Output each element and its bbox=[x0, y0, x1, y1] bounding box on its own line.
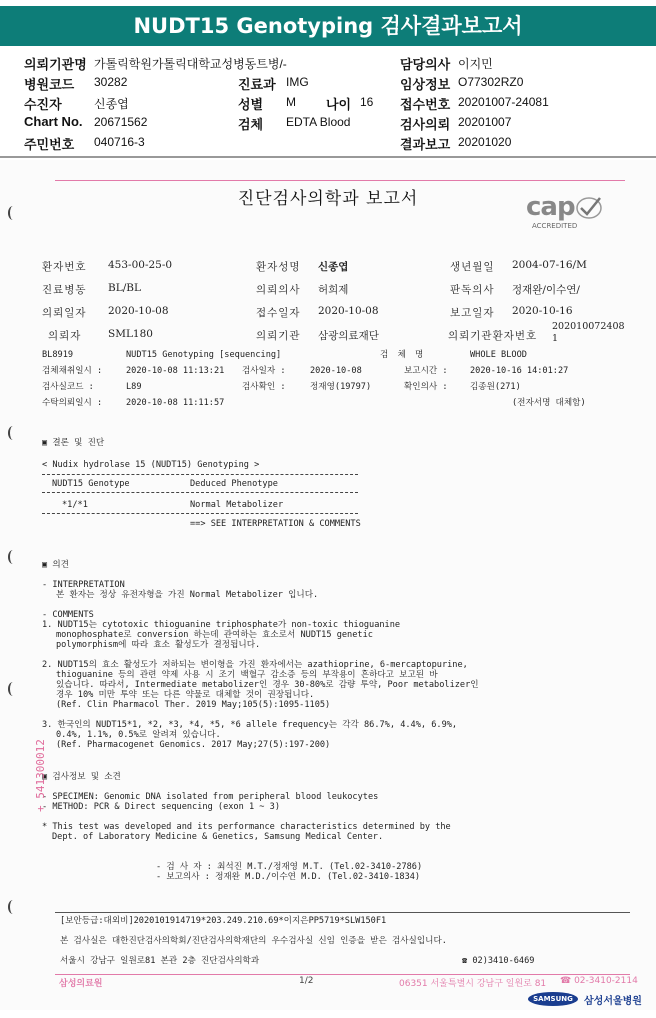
comment-2-line-4: 경우 10% 미만 투약 또는 다른 약물로 대체할 것이 권장됩니다. bbox=[56, 690, 315, 700]
dept-label: 진료과 bbox=[238, 77, 276, 92]
dob-label: 생년월일 bbox=[450, 261, 495, 273]
comment-2-line-3: 있습니다. 따라서, Intermediate metabolizer인 경우 30-80%로 감량 투약, Poor metabolizer인 bbox=[56, 680, 479, 690]
recv-date-value: 2020-10-08 bbox=[318, 305, 379, 317]
punch-hole bbox=[8, 682, 18, 696]
test-code: BL8919 bbox=[42, 350, 74, 360]
hospital-short-name: 삼성의료원 bbox=[59, 979, 103, 989]
comment-3-line-2: 0.4%, 1.1%, 0.5%로 알려져 있습니다. bbox=[56, 730, 221, 740]
verify-value: 정재영(19797) bbox=[310, 382, 372, 392]
report-title: NUDT15 Genotyping 검사결과보고서 bbox=[133, 14, 523, 38]
signature-note: (전자서명 대체함) bbox=[512, 398, 586, 408]
report-time-value: 2020-10-16 14:01:27 bbox=[470, 366, 569, 376]
samsung-brand: SAMSUNG bbox=[528, 992, 578, 1006]
comment-1-line-3: polymorphism에 따라 효소 활성도가 결정됩니다. bbox=[56, 640, 261, 650]
comment-1-line-2: monophosphate로 conversion 하는데 관여하는 효소로서 NUDT15 genetic bbox=[56, 630, 373, 640]
hospital-address: 06351 서울특별시 강남구 일원로 81 bbox=[399, 979, 547, 989]
specimen-name-label: 검 체 명 bbox=[380, 350, 426, 360]
comment-2-line-5: (Ref. Clin Pharmacol Ther. 2019 May;105(5):1095-1105) bbox=[56, 700, 331, 710]
rep-date-value: 2020-10-16 bbox=[512, 305, 573, 317]
interp-heading: - INTERPRETATION bbox=[42, 580, 125, 590]
confirm-label: 확인의사 : bbox=[404, 382, 448, 392]
checkmark-icon bbox=[576, 196, 602, 220]
patient-name-value: 신종엽 bbox=[318, 261, 349, 273]
reporter-line: - 보고의사 : 정재완 M.D./이수연 M.D. (Tel.02-3410-1834) bbox=[156, 872, 421, 882]
req-inst-pid-value: 202010072408 bbox=[552, 321, 625, 332]
reader-value: 정재완/이수연/ bbox=[512, 284, 580, 296]
collect-label: 검체채취일시 : bbox=[42, 366, 103, 376]
patient-id-value: 453-00-25-0 bbox=[108, 259, 173, 271]
request-value: 20201007 bbox=[458, 115, 512, 129]
result-heading: ▣ 결론 및 진단 bbox=[42, 438, 105, 448]
header-divider bbox=[0, 156, 656, 158]
req-inst-label: 의뢰기관 bbox=[256, 330, 301, 342]
lab-code-value: L89 bbox=[126, 382, 142, 392]
phenotype-col-header: Deduced Phenotype bbox=[190, 479, 278, 489]
recv-date-label: 접수일자 bbox=[256, 307, 301, 319]
method-line: - METHOD: PCR & Direct sequencing (exon 1 ~ 3) bbox=[42, 802, 280, 812]
phenotype-value: Normal Metabolizer bbox=[190, 500, 284, 510]
specimen-line: - SPECIMEN: Genomic DNA isolated from peripheral blood leukocytes bbox=[42, 792, 379, 802]
cert-line: 본 검사실은 대한진단검사의학회/진단검사의학재단의 우수검사실 신임 인증을 받은 검사실입니다. bbox=[60, 936, 447, 946]
disclaimer-line-2: Dept. of Laboratory Medicine & Genetics, Samsung Medical Center. bbox=[52, 832, 384, 842]
clinical-label: 임상정보 bbox=[400, 77, 451, 92]
opinion-heading: ▣ 의견 bbox=[42, 560, 69, 570]
req-inst-value: 삼광의료재단 bbox=[318, 330, 379, 342]
cap-logo-subtext: ACCREDITED bbox=[532, 222, 578, 230]
ward-code-value: 30282 bbox=[94, 75, 128, 89]
report-time-label: 보고시간 : bbox=[404, 366, 448, 376]
punch-hole bbox=[8, 900, 18, 914]
comments-heading: - COMMENTS bbox=[42, 610, 94, 620]
verify-label: 검사확인 : bbox=[242, 382, 286, 392]
receipt-value: 20201007-24081 bbox=[458, 95, 549, 109]
disclaimer-line-1: * This test was developed and its performance characteristics determined by the bbox=[42, 822, 451, 832]
ward-code-label: 병원코드 bbox=[24, 77, 75, 92]
request-label: 검사의뢰 bbox=[400, 117, 451, 132]
dob-value: 2004-07-16/M bbox=[512, 259, 587, 271]
dept-value: IMG bbox=[286, 75, 309, 89]
chart-value: 20671562 bbox=[94, 115, 148, 129]
security-line: [보안등급:대외비]2020101914719*203.249.210.69*이지은PP5719*SLW150F1 bbox=[60, 916, 387, 926]
page-number: 1/2 bbox=[299, 976, 314, 986]
institution-label: 의뢰기관명 bbox=[24, 57, 87, 72]
rep-date-label: 보고일자 bbox=[450, 307, 495, 319]
lab-phone: ☎ 02)3410-6469 bbox=[462, 956, 535, 966]
specimen-label: 검체 bbox=[238, 117, 264, 132]
receive-value: 2020-10-08 11:11:57 bbox=[126, 398, 225, 408]
samsung-hospital-name: 삼성서울병원 bbox=[584, 996, 642, 1007]
lab-address: 서울시 강남구 일원로81 본관 2층 진단검사의학과 bbox=[60, 956, 260, 966]
table-rule bbox=[42, 492, 358, 493]
confirm-value: 김종원(271) bbox=[470, 382, 521, 392]
footer-rule bbox=[55, 912, 630, 913]
patient-id-label: 환자번호 bbox=[42, 261, 87, 273]
req-doc-value: 허희제 bbox=[318, 284, 349, 296]
comment-1-line-1: 1. NUDT15는 cytotoxic thioguanine triphosphate가 non-toxic thioguanine bbox=[42, 620, 401, 630]
gene-line: < Nudix hydrolase 15 (NUDT15) Genotyping > bbox=[42, 460, 260, 470]
genotype-col-header: NUDT15 Genotype bbox=[52, 479, 130, 489]
hospital-phone: ☎ 02-3410-2114 bbox=[560, 976, 638, 986]
institution-value: 가톨릭학원가톨릭대학교성병동트병/- bbox=[94, 57, 287, 71]
see-line: ==> SEE INTERPRETATION & COMMENTS bbox=[190, 519, 361, 529]
collect-value: 2020-10-08 11:13:21 bbox=[126, 366, 225, 376]
req-date-value: 2020-10-08 bbox=[108, 305, 169, 317]
margin-barcode-number: + 541300012 bbox=[34, 739, 47, 812]
req-doc-label: 의뢰의사 bbox=[256, 284, 301, 296]
chart-label: Chart No. bbox=[24, 114, 83, 129]
interp-text: 본 환자는 정상 유전자형을 가진 Normal Metabolizer 입니다. bbox=[56, 590, 319, 600]
patient-label: 수진자 bbox=[24, 97, 62, 112]
genotype-value: *1/*1 bbox=[62, 500, 88, 510]
report-heading: 진단검사의학과 보고서 bbox=[237, 189, 419, 209]
report-top-line bbox=[55, 180, 625, 181]
receive-label: 수탁의뢰일시 : bbox=[42, 398, 103, 408]
tester-line: - 검 사 자 : 최석진 M.T./정재영 M.T. (Tel.02-3410-2786) bbox=[156, 862, 423, 872]
reader-label: 판독의사 bbox=[450, 284, 495, 296]
comment-2-line-1: 2. NUDT15의 효소 활성도가 저하되는 변이형을 가진 환자에서는 azathioprine, 6-mercaptopurine, bbox=[42, 660, 468, 670]
doctor-label: 담당의사 bbox=[400, 57, 451, 72]
req-inst-pid-label: 의뢰기관환자번호 bbox=[448, 330, 538, 342]
receipt-label: 접수번호 bbox=[400, 97, 451, 112]
patient-name-label: 환자성명 bbox=[256, 261, 301, 273]
table-rule bbox=[42, 474, 358, 475]
ward-value: BL/BL bbox=[108, 282, 141, 294]
punch-hole bbox=[8, 426, 18, 440]
sex-value: M bbox=[286, 95, 296, 109]
resident-value: 040716-3 bbox=[94, 135, 145, 149]
hospital-footer-bar bbox=[55, 975, 638, 989]
table-rule bbox=[42, 513, 358, 514]
cap-logo-text: cap bbox=[526, 192, 575, 222]
test-date-label: 검사일자 : bbox=[242, 366, 286, 376]
specimen-name-value: WHOLE BLOOD bbox=[470, 350, 527, 360]
specimen-value: EDTA Blood bbox=[286, 115, 351, 129]
resident-label: 주민번호 bbox=[24, 137, 75, 152]
req-inst-pid-value-2: 1 bbox=[552, 333, 559, 344]
lab-code-label: 검사실코드 : bbox=[42, 382, 94, 392]
info-heading: ▣ 검사정보 및 소견 bbox=[42, 772, 121, 782]
age-label: 나이 bbox=[326, 97, 352, 112]
requester-label: 의뢰자 bbox=[48, 330, 82, 342]
comment-2-line-2: thioguanine 등의 관련 약제 사용 시 조기 백혈구 감소증 등의 부작용이 흔하다고 보고된 바 bbox=[56, 670, 438, 680]
comment-3-line-1: 3. 한국인의 NUDT15*1, *2, *3, *4, *5, *6 allele frequency는 각각 86.7%, 4.4%, 6.9%, bbox=[42, 720, 458, 730]
test-name: NUDT15 Genotyping [sequencing] bbox=[126, 350, 282, 360]
report-title-band bbox=[0, 6, 656, 46]
test-date-value: 2020-10-08 bbox=[310, 366, 362, 376]
cap-accredited-logo bbox=[522, 192, 606, 232]
comment-3-line-3: (Ref. Pharmacogenet Genomics. 2017 May;27(5):197-200) bbox=[56, 740, 331, 750]
punch-hole bbox=[8, 550, 18, 564]
sex-label: 성별 bbox=[238, 97, 264, 112]
report-value: 20201020 bbox=[458, 135, 512, 149]
report-label: 결과보고 bbox=[400, 137, 451, 152]
doctor-value: 이지민 bbox=[458, 57, 493, 71]
ward-label: 진료병동 bbox=[42, 284, 87, 296]
clinical-value: O77302RZ0 bbox=[458, 75, 524, 89]
requester-value: SML180 bbox=[108, 328, 153, 340]
req-date-label: 의뢰일자 bbox=[42, 307, 87, 319]
top-info-table bbox=[0, 48, 656, 152]
patient-value: 신종엽 bbox=[94, 97, 129, 111]
age-value: 16 bbox=[360, 95, 374, 109]
